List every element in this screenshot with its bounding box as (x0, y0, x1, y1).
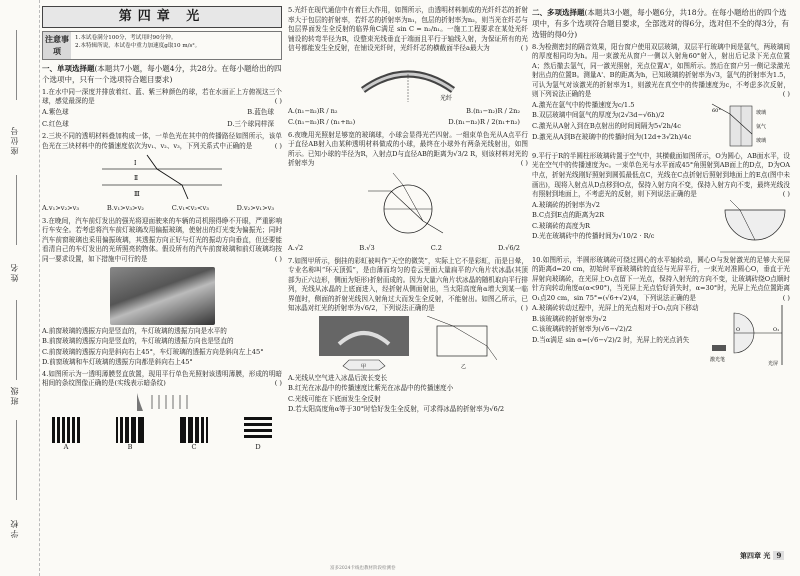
fringe-option-b (116, 417, 144, 453)
option-a: A.v₁>v₂>v₃ (42, 204, 80, 213)
question-1 (42, 88, 282, 130)
option-c: C.前窗玻璃的透振方向是斜向右上45°，车灯玻璃的透振方向是斜向左上45° (42, 347, 264, 356)
footer-chapter: 第四章 光 (740, 551, 771, 560)
section-note: (本题共7小题，每小题4分，共28分。在每小题给出的四个选项中，只有一个选项符合题目要求) (42, 64, 282, 85)
question-4 (42, 370, 282, 455)
option-c: C.v₁<v₂<v₃ (171, 204, 209, 213)
seat-number-label: 座位号 (10, 125, 19, 155)
question-text: 9.平行于R的半圆柱形玻璃砖置于空气中，其横截面如图所示，O为圆心，AB面水平，设光在空气中的传播速度为c。一束单色光与水平面成45°角照射到AB面上的D点，D为OA中点，折射光线刚好照射到圆弧最低点C，光线在C点折射后照射到地面上的E点(图中未画出)，现将入射点从D点移到O点，保持入射方向不变，保持入射方向不变，最终光线没有照射到地面上，不考虑光的反射，则下列说法正确的是 (532, 151, 790, 199)
option-c: C.玻璃砖的高度为R (532, 221, 591, 230)
option-c: C.激光从A射入到在B点射出的时间间隔为5√2h/4c (532, 122, 681, 130)
angle-label: 60° (712, 107, 721, 114)
question-text: 5.光纤在现代通信中有着巨大作用，如图所示，由透明材料制成的光纤纤芯的折射率大于包层的折射率，若纤芯的折射率为n₁，包层的折射率为n₂，则当光在纤芯与包层界面发生全反射的临界角C满足 sin C = n₂/n₁。一施工工程要求在某处光纤铺设的转弯半径为R，设整束光线垂直于端面且平行于轴线入射，为保证所有的光信号都能发生全反射，在铺设光纤时，光纤纤芯的横截面半径a最大为 (288, 6, 528, 53)
notice-line: 2.本特辑所说，本试卷中重力加速度g取10 m/s²。 (75, 43, 201, 50)
option-d: D.√6/2 (498, 244, 520, 253)
option-d: D.激光从A到B在玻璃中的传播时间为(12d+3√2h)/4c (532, 132, 692, 141)
option-a: A.紫色球 (42, 108, 69, 117)
option-a: A.(n₁−n₂)R / n₂ (288, 106, 338, 115)
binding-line (16, 420, 17, 500)
question-6 (288, 131, 528, 255)
option-d: D.光在玻璃砖中的传播时间为√10/2 · R/c (532, 232, 655, 241)
notice-box (42, 31, 282, 60)
option-b: B.(n₁−n₂)R / 2n₂ (466, 106, 520, 115)
column-middle (288, 6, 528, 417)
option-d: D.三个球同样深 (227, 119, 274, 128)
figure-label: 氩气 (756, 123, 767, 130)
page-footer (740, 551, 784, 561)
option-b: B.蓝色球 (247, 108, 274, 117)
column-right (532, 6, 790, 369)
binding-line (16, 30, 17, 100)
answer-paren: ( ) (782, 90, 790, 99)
option-c: C.光线可能在下底面发生全反射 (288, 394, 381, 403)
option-a: A.玻璃砖转动过程中，光屏上的光点相对于O₁点向下移动 (532, 304, 699, 313)
halo-figures (288, 316, 528, 372)
option-a: A.光线从空气进入冰晶后波长变长 (288, 373, 388, 382)
print-note: 富多2024卡线也教材阶段检测卷 (330, 566, 396, 571)
name-label: 姓名 (10, 262, 19, 282)
option-a: A.激光在氩气中的传播速度为c/1.5 (532, 100, 635, 109)
layer-label: Ⅲ (134, 191, 140, 199)
answer-paren: ( ) (274, 141, 282, 150)
answer-paren: ( ) (520, 304, 528, 313)
option-d: D.当α满足 sin α=(√6−√2)/2 时，光屏上的光点消失 (532, 336, 690, 345)
question-2 (42, 132, 282, 215)
answer-paren: ( ) (782, 293, 790, 302)
option-d: D.前窗玻璃和车灯玻璃的透振方向都是斜向右上45° (42, 358, 193, 367)
section-heading (42, 64, 282, 86)
option-b: B.C点到E点的距离为2R (532, 211, 605, 220)
answer-paren: ( ) (274, 254, 282, 263)
figure-label: 甲 (361, 363, 367, 370)
fiber-figure (288, 56, 528, 104)
question-3 (42, 217, 282, 368)
binding-margin (0, 0, 40, 576)
figure-label: O (736, 327, 741, 334)
section-title: 二、多项选择题 (532, 8, 585, 17)
column-left (42, 6, 282, 456)
option-b: B (127, 442, 133, 451)
binding-line (16, 175, 17, 245)
figure-label: 玻璃 (756, 137, 767, 144)
answer-paren: ( ) (274, 379, 282, 388)
option-b: B.红光在冰晶中的传播速度比紫光在冰晶中的传播速度小 (288, 384, 454, 393)
fringe-options (42, 415, 282, 455)
answer-paren: ( ) (520, 44, 528, 53)
option-c: C.2 (430, 244, 442, 253)
semicircle-figure (720, 200, 790, 254)
question-7 (288, 257, 528, 415)
option-d: D.v₂>v₁>v₃ (236, 204, 274, 213)
sphere-figure (288, 171, 528, 241)
option-b: B.√3 (359, 244, 375, 253)
fringe-option-c (180, 417, 208, 453)
option-b: B.该玻璃砖的折射率为√2 (532, 314, 607, 323)
section-title: 一、单项选择题 (42, 64, 95, 74)
layer-label: Ⅰ (134, 160, 137, 168)
option-b: B.前窗玻璃的透振方向是竖直的，车灯玻璃的透振方向也是竖直的 (42, 337, 234, 346)
class-label: 班级 (10, 385, 19, 405)
option-c: C.该玻璃砖的折射率为(√6−√2)/2 (532, 325, 633, 334)
answer-paren: ( ) (520, 159, 528, 168)
question-text: 4.如图所示为一透明薄膜竖直放置，现用平行单色光照射该透明薄膜，形成的明暗相间的条纹图像正确的是(实线表示暗条纹) (42, 369, 282, 388)
question-text: 8.为检测密封的隔音效果，阳台窗户使用双层玻璃，双层平行玻璃中间是氩气，两玻璃间的厚度相同均为h。用一束激光从窗户一侧以入射角60°射入，射出后记录下光点位置A；然后撤去氩气，同一激光照射，光点位置A'，如图所示。然后在窗户另一侧记录激光射出点的位置B。测量A'、B的距离为h，已知玻璃的折射率为√3，氩气的折射率为1.5，可认为氩气对该激光的折射率为1，则激光在真空中的传播速度为c，不考虑多次反射，则下列说法正确的是 (532, 42, 790, 99)
section-heading (532, 8, 790, 41)
figure-label: 光屏 (768, 361, 779, 368)
question-text: 6.夜晚用光照射足够宽的玻璃球，小球会显得光芒四射。一细束单色光从A点平行于直径AB射入由某种透明材料做成的小球，最终在小球外有两条光线射出，如图所示。已知小球的半径为R，入射点D与直径AB的距离为√3/2 R，则该材料对光的折射率为 (288, 130, 528, 168)
option-d: D.若太阳高度角α等于30°时恰好发生全反射，可求得冰晶的折射率为√6/2 (288, 405, 505, 414)
question-text: 1.在水中同一深度并排放着红、蓝、紫三种颜色的球，若在水面正上方俯视这三个球，感觉最深的是 (42, 87, 282, 106)
figure-label: O₁ (773, 327, 780, 334)
notice-label: 注意事项 (43, 32, 71, 59)
car-headlight-photo (110, 267, 215, 325)
option-a: A (63, 442, 69, 451)
school-label: 学校 (10, 518, 19, 538)
option-a: A.前窗玻璃的透振方向是竖直的，车灯玻璃的透振方向是水平的 (42, 326, 227, 335)
fringe-option-d (244, 417, 272, 453)
answer-paren: ( ) (274, 97, 282, 106)
notice-line: 1.本试卷满分100分，考试用时90分钟。 (75, 35, 177, 41)
question-8 (532, 43, 790, 150)
question-5 (288, 6, 528, 129)
question-text: 10.如图所示，半圆形玻璃砖可绕过圆心的水平轴转动，圆心O与发射激光的足够大光屏的距离d=20 cm，初始时平面玻璃砖的直径与光屏平行，一束光对准圆心O，垂直于光屏射向玻璃砖，在光屏上O₁点留下一光点，保持入射光的方向不变，让玻璃砖绕O点顺时针方向转动角度α(α<90°)，当光屏上光点恰好消失时，α=30°时，光屏上光点位置距离O₁点20 cm，sin 75°=(√6+√2)/4，下列说法正确的是 (532, 255, 790, 302)
fiber-label: 光纤 (440, 94, 453, 102)
option-c: C.红色球 (42, 119, 69, 128)
figure-label: 玻璃 (756, 109, 767, 116)
laser-screen-figure (710, 303, 790, 367)
option-a: A.玻璃砖的折射率为√2 (532, 200, 601, 209)
figure-label: 乙 (461, 363, 467, 370)
option-d: D.(n₁−n₂)R / 2(n₁+n₂) (448, 118, 520, 127)
option-b: B.双层玻璃中间氩气的厚度为(2√3d−√6h)/2 (532, 111, 665, 120)
question-9 (532, 152, 790, 254)
option-c: C.(n₁−n₂)R / (n₁+n₂) (288, 118, 356, 127)
answer-paren: ( ) (782, 190, 790, 199)
question-10 (532, 256, 790, 368)
figure-label: 激光笔 (710, 357, 726, 364)
question-text: 7.如图甲所示，倒挂的彩虹被叫作“天空的微笑”，实际上它不是彩虹，而是日晕，专业名称叫“环天顶弧”，是由薄而均匀的卷云里面大量扁平的六角片状冰晶(其顶部为正六边形，侧面为矩形)折射而成的。因为大量六角片状冰晶的随机取向平行排列，光线从冰晶的上底面进入，经折射从侧面射出，当太阳高度角α增大到某一临界值时，侧面的折射光线因入射角过大而发生全反射，不能射出。如图乙所示，已知冰晶对红光的折射率为√6/2，下列说法正确的是 (288, 256, 528, 313)
option-b: B.v₁>v₃>v₂ (106, 204, 144, 213)
layer-label: Ⅱ (134, 175, 139, 183)
question-text: 2.三块不同的透明材料叠加构成一体，一单色光在其中的传播路径如图所示，该单色光在三块材料中的传播速度依次为v₁、v₂、v₃，下列关系式中正确的是 (42, 132, 282, 150)
option-a: A.√2 (288, 244, 304, 253)
option-d: D (255, 442, 261, 451)
layers-figure (42, 153, 282, 201)
section-note: (本题共3小题，每小题6分，共18分。在每小题给出的四个选项中，有多个选项符合题目要求，全部选对的得6分，选对但不全的得3分，有选错的得0分) (532, 8, 790, 39)
option-c: C (191, 442, 197, 451)
fringe-option-a (52, 417, 80, 453)
page-number: 9 (773, 551, 784, 560)
binding-line (16, 300, 17, 380)
chapter-title: 第四章 光 (42, 6, 282, 28)
question-text: 3.在晚间，汽车前灯发出的强光将迎面驶来的车辆的司机照得睁不开眼，严重影响行车安全。若考虑将汽车前灯玻璃改用偏振玻璃，使射出的灯光变为偏振光；同时汽车前窗玻璃也采用偏振玻璃，其透振方向正好与灯光的振动方向垂直，但还要能看清自己的车灯发出的光所照亮的物体。假设所有的汽车前窗玻璃和前灯玻璃均按同一要求设置，如下措施中可行的是 (42, 216, 282, 263)
glass-figure (710, 100, 790, 150)
film-figure (42, 391, 282, 413)
